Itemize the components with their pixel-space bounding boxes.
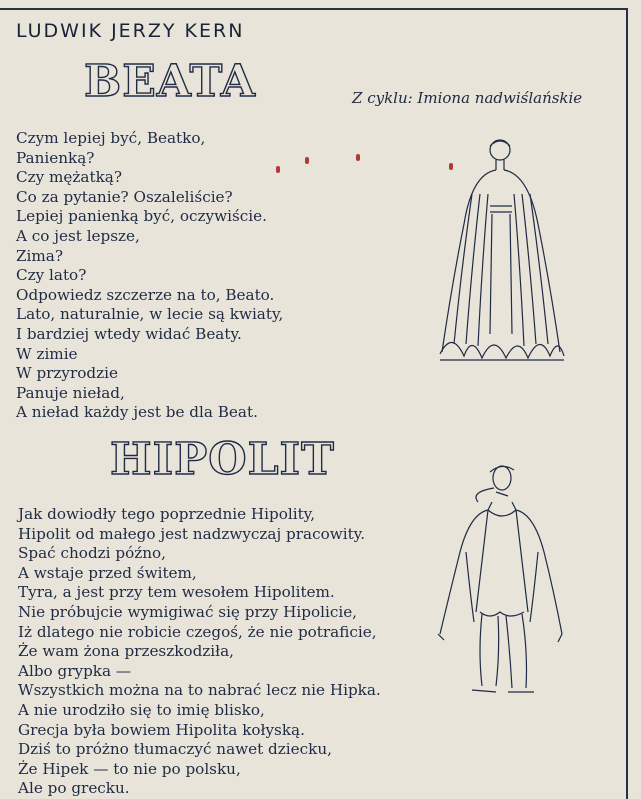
poem-line: Spać chodzi późno, <box>18 544 166 563</box>
red-dot-decoration <box>276 166 280 173</box>
beata-illustration <box>432 134 572 366</box>
poem-line: Czy mężatką? <box>16 168 122 187</box>
poem-line: Dziś to próżno tłumaczyć nawet dziecku, <box>18 740 332 759</box>
frame-right-rule <box>626 8 628 799</box>
poem-line: Grecja była bowiem Hipolita kołyską. <box>18 720 305 739</box>
poem-line: Tyra, a jest przy tem wesołem Hipolitem. <box>18 583 335 602</box>
poem-line: Panuje nieład, <box>16 383 125 402</box>
poem-line: W zimie <box>16 344 78 363</box>
poem-line: Hipolit od małego jest nadzwyczaj pracowity. <box>18 524 366 543</box>
poem-line: Wszystkich można na to nabrać lecz nie Hipka. <box>18 681 381 700</box>
poem-line: Lepiej panienką być, oczywiście. <box>16 207 267 226</box>
poem-line: Zima? <box>16 246 64 265</box>
poem-line: Co za pytanie? Oszaleliście? <box>16 187 233 206</box>
poem-line: A co jest lepsze, <box>16 226 140 245</box>
red-dot-decoration <box>305 157 309 164</box>
poem-line: Że Hipek — to nie po polsku, <box>18 759 241 778</box>
poem-line: Nie próbujcie wymigiwać się przy Hipolicie, <box>18 602 358 621</box>
cycle-note: Z cyklu: Imiona nadwiślańskie <box>352 89 583 107</box>
poem-title-beata: BEATA <box>84 56 256 107</box>
poem-line: Odpowiedz szczerze na to, Beato. <box>16 285 275 304</box>
red-dot-decoration <box>356 154 360 161</box>
poem-line: Czym lepiej być, Beatko, <box>16 129 206 147</box>
poem-line: A wstaje przed świtem, <box>18 563 197 582</box>
frame-top-rule <box>0 8 628 10</box>
poem-beata-body <box>16 129 283 423</box>
poem-line: Panienką? <box>16 148 95 167</box>
poem-line: W przyrodzie <box>16 364 118 383</box>
poem-line: A nieład każdy jest be dla Beat. <box>16 403 258 422</box>
poem-line: Lato, naturalnie, w lecie są kwiaty, <box>16 305 284 324</box>
poem-line: Jak dowiodły tego poprzednie Hipolity, <box>18 505 316 523</box>
poem-line: I bardziej wtedy widać Beaty. <box>16 324 242 343</box>
poem-title-hipolit: HIPOLIT <box>110 434 335 485</box>
poem-line: Czy lato? <box>16 266 87 285</box>
poem-line: Iż dlatego nie robicie czegoś, że nie potraficie, <box>18 622 377 641</box>
poem-line: Ale po grecku. <box>18 779 130 798</box>
poem-line: Że wam żona przeszkodziła, <box>18 642 234 661</box>
author-name: LUDWIK JERZY KERN <box>16 20 245 42</box>
hipolit-illustration <box>430 462 570 702</box>
poem-line: Albo grypka — <box>18 661 132 680</box>
poem-hipolit-body <box>18 505 381 799</box>
poem-line: A nie urodziło się to imię blisko, <box>18 700 265 719</box>
